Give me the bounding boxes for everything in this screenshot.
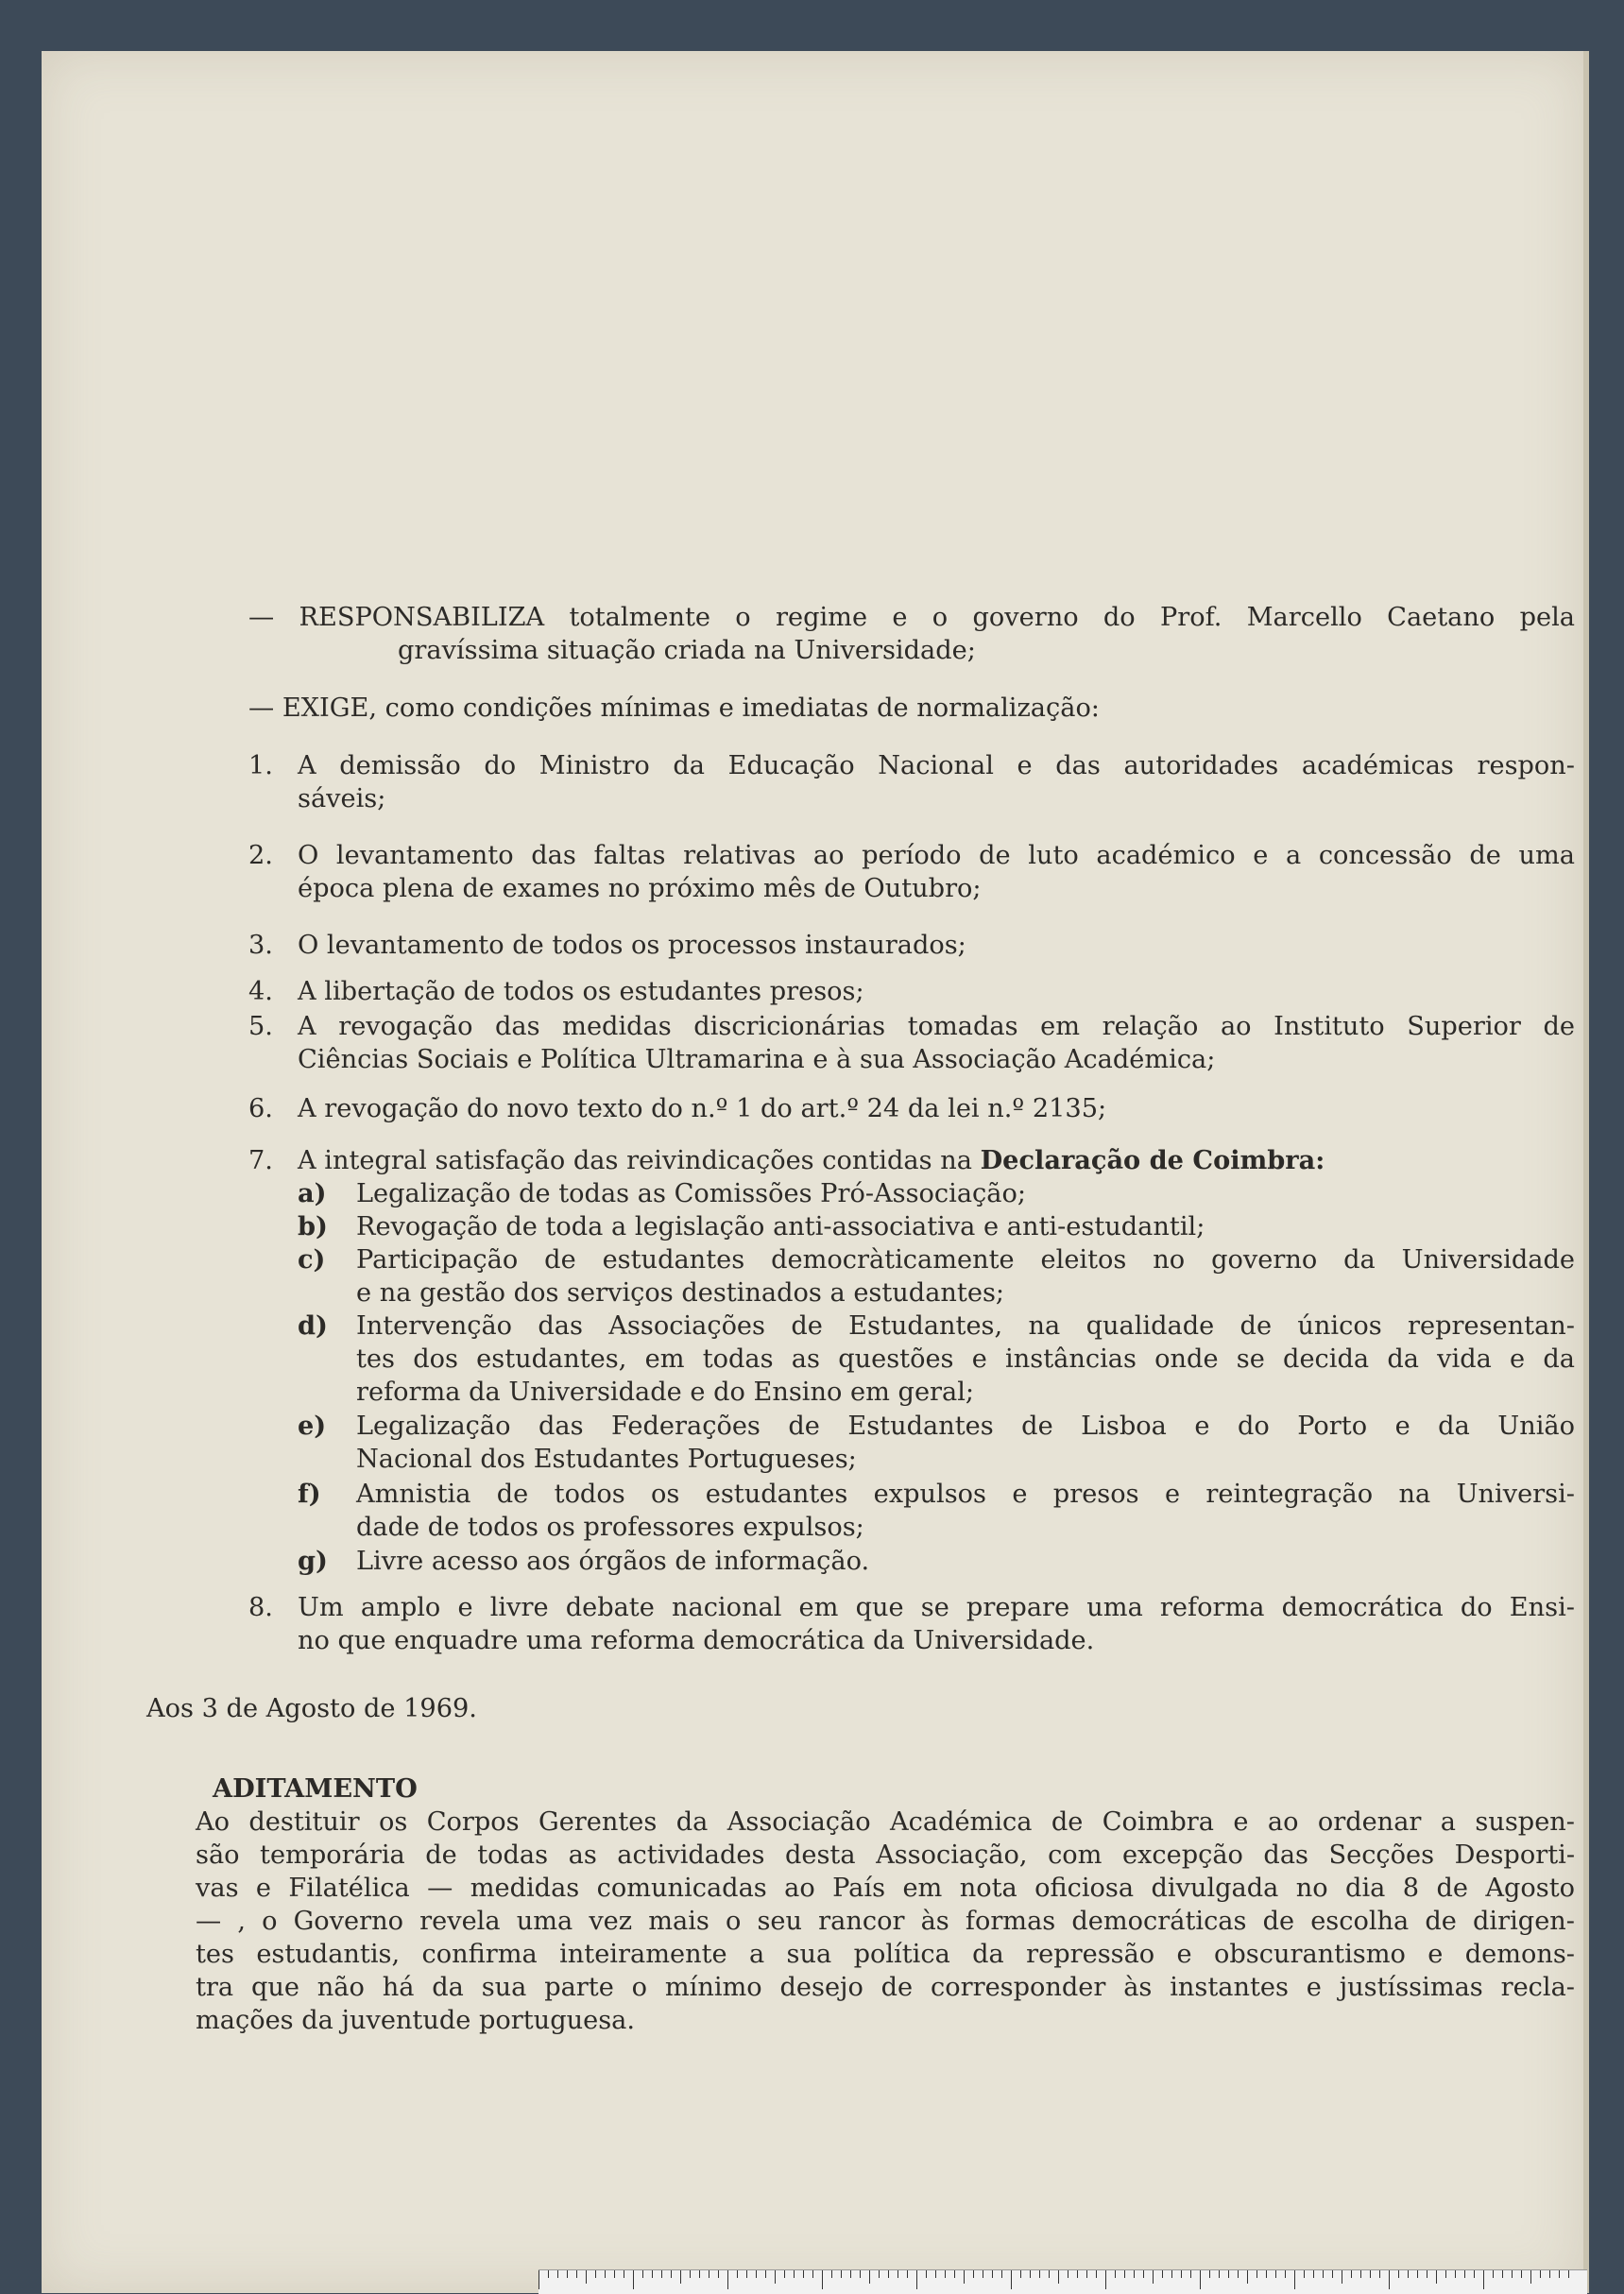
ruler-tick <box>1115 2270 1116 2278</box>
ruler-tick <box>1096 2270 1097 2278</box>
ruler-tick <box>992 2270 993 2278</box>
ruler-tick <box>1436 2270 1437 2284</box>
ruler-tick <box>1105 2270 1106 2289</box>
ruler-tick <box>1209 2270 1210 2278</box>
ruler-tick <box>812 2270 813 2278</box>
ruler-tick <box>1134 2270 1135 2278</box>
subitem-c-line-2: e na gestão dos serviços destinados a estudantes; <box>356 1278 1005 1308</box>
item-5-line-2: Ciências Sociais e Política Ultramarina e à sua Associação Académica; <box>298 1045 1216 1074</box>
ruler-tick <box>1077 2270 1078 2278</box>
ruler-tick <box>964 2270 965 2284</box>
ruler-tick <box>567 2270 568 2278</box>
ruler-tick <box>1285 2270 1286 2278</box>
ruler-tick <box>671 2270 672 2278</box>
paper-edge <box>1583 51 1589 2293</box>
ruler-tick <box>784 2270 785 2278</box>
ruler-tick <box>1370 2270 1371 2278</box>
item-number-4: 4. <box>248 977 273 1006</box>
ruler-tick <box>1162 2270 1163 2278</box>
item-1-line-1: A demissão do Ministro da Educação Nacional e das autoridades académicas respon- <box>298 751 1575 780</box>
subitem-e-line-2: Nacional dos Estudantes Portugueses; <box>356 1445 857 1474</box>
item-8-line-2: no que enquadre uma reforma democrática da Universidade. <box>298 1626 1095 1655</box>
ruler-tick <box>794 2270 795 2278</box>
aditamento-title: ADITAMENTO <box>213 1773 418 1804</box>
ruler-tick <box>1521 2270 1522 2278</box>
ruler-tick <box>1011 2270 1012 2289</box>
ruler-tick <box>1332 2270 1333 2278</box>
aditamento-line-2: são temporária de todas as actividades desta Associação, com excepção das Secções Desporti- <box>196 1840 1575 1870</box>
ruler-tick <box>1171 2270 1172 2278</box>
ruler-tick <box>1247 2270 1248 2284</box>
ruler-tick <box>831 2270 832 2278</box>
ruler-tick <box>1039 2270 1040 2278</box>
item-number-8: 8. <box>248 1593 273 1622</box>
ruler-tick <box>1512 2270 1513 2278</box>
aditamento-line-1: Ao destituir os Corpos Gerentes da Associação Académica de Coimbra e ao ordenar a suspen- <box>196 1807 1575 1837</box>
ruler-tick <box>1464 2270 1465 2278</box>
ruler-tick <box>1445 2270 1446 2278</box>
scale-ruler <box>538 2269 1587 2294</box>
ruler-tick <box>737 2270 738 2278</box>
ruler-tick <box>746 2270 747 2278</box>
ruler-tick <box>1020 2270 1021 2278</box>
ruler-tick <box>897 2270 898 2278</box>
ruler-tick <box>1502 2270 1503 2278</box>
ruler-tick <box>1549 2270 1550 2278</box>
ruler-tick <box>1530 2270 1531 2284</box>
ruler-tick <box>803 2270 804 2278</box>
ruler-tick <box>1228 2270 1229 2278</box>
item-number-2: 2. <box>248 841 273 870</box>
ruler-tick <box>1256 2270 1257 2278</box>
aditamento-line-7: mações da juventude portuguesa. <box>196 2006 636 2035</box>
ruler-tick <box>775 2270 776 2284</box>
ruler-tick <box>1143 2270 1144 2278</box>
ruler-tick <box>1389 2270 1390 2289</box>
subitem-d-line-3: reforma da Universidade e do Ensino em geral; <box>356 1378 975 1407</box>
ruler-tick <box>538 2270 539 2289</box>
ruler-tick <box>765 2270 766 2278</box>
ruler-tick <box>1417 2270 1418 2278</box>
aditamento-line-3: vas e Filatélica — medidas comunicadas ao País em nota oficiosa divulgada no dia 8 de Agosto <box>196 1874 1575 1903</box>
subitem-a-line-1: Legalização de todas as Comissões Pró-Associação; <box>356 1179 1027 1208</box>
ruler-tick <box>1398 2270 1399 2278</box>
subitem-letter-a: a) <box>298 1178 327 1208</box>
subitem-c-line-1: Participação de estudantes democràticamente eleitos no governo da Universidade <box>356 1245 1575 1275</box>
ruler-tick <box>1153 2270 1154 2284</box>
ruler-tick <box>756 2270 757 2278</box>
ruler-tick <box>727 2270 728 2289</box>
ruler-tick <box>973 2270 974 2278</box>
subitem-letter-c: c) <box>298 1244 326 1275</box>
ruler-tick <box>954 2270 955 2278</box>
subitem-g-line-1: Livre acesso aos órgãos de informação. <box>356 1547 870 1576</box>
ruler-tick <box>614 2270 615 2278</box>
ruler-tick <box>1540 2270 1541 2278</box>
ruler-tick <box>1294 2270 1295 2289</box>
ruler-tick <box>822 2270 823 2289</box>
document-date: Aos 3 de Agosto de 1969. <box>146 1694 477 1723</box>
responsabiliza-line-1: — RESPONSABILIZA totalmente o regime e o governo do Prof. Marcello Caetano pela <box>248 603 1575 632</box>
ruler-tick <box>1266 2270 1267 2278</box>
ruler-tick <box>1124 2270 1125 2278</box>
ruler-tick <box>699 2270 700 2278</box>
ruler-tick <box>841 2270 842 2278</box>
exige-line: — EXIGE, como condições mínimas e imediatas de normalização: <box>248 693 1100 723</box>
ruler-tick <box>1275 2270 1276 2278</box>
ruler-tick <box>1086 2270 1087 2278</box>
ruler-tick <box>1360 2270 1361 2278</box>
ruler-tick <box>1493 2270 1494 2278</box>
ruler-tick <box>1238 2270 1239 2278</box>
ruler-tick <box>1304 2270 1305 2278</box>
item-1-line-2: sáveis; <box>298 784 386 813</box>
ruler-tick <box>1313 2270 1314 2278</box>
ruler-tick <box>1408 2270 1409 2278</box>
ruler-tick <box>595 2270 596 2278</box>
ruler-tick <box>557 2270 558 2278</box>
ruler-tick <box>1379 2270 1380 2278</box>
ruler-tick <box>661 2270 662 2278</box>
subitem-letter-f: f) <box>298 1479 321 1509</box>
ruler-tick <box>1181 2270 1182 2278</box>
subitem-d-line-1: Intervenção das Associações de Estudantes, na qualidade de únicos representan- <box>356 1311 1575 1341</box>
item-number-1: 1. <box>248 751 273 780</box>
subitem-e-line-1: Legalização das Federações de Estudantes de Lisboa e do Porto e da União <box>356 1412 1575 1441</box>
item-7-line-1 <box>298 1144 1325 1177</box>
item-5-line-1: A revogação das medidas discricionárias tomadas em relação ao Instituto Superior de <box>298 1012 1575 1041</box>
ruler-tick <box>642 2270 643 2278</box>
subitem-f-line-2: dade de todos os professores expulsos; <box>356 1513 864 1542</box>
ruler-tick <box>860 2270 861 2278</box>
ruler-tick <box>576 2270 577 2278</box>
ruler-tick <box>869 2270 870 2284</box>
ruler-tick <box>1058 2270 1059 2284</box>
ruler-tick <box>935 2270 936 2278</box>
ruler-tick <box>1559 2270 1560 2278</box>
ruler-tick <box>907 2270 908 2278</box>
ruler-tick <box>548 2270 549 2278</box>
ruler-tick <box>850 2270 851 2278</box>
ruler-tick <box>1323 2270 1324 2278</box>
ruler-tick <box>1049 2270 1050 2278</box>
ruler-tick <box>1351 2270 1352 2278</box>
ruler-tick <box>1200 2270 1201 2289</box>
item-7-text: A integral satisfação das reivindicações contidas na <box>298 1146 972 1175</box>
item-number-6: 6. <box>248 1094 273 1123</box>
aditamento-line-6: tra que não há da sua parte o mínimo desejo de corresponder às instantes e justíssimas recla- <box>196 1973 1575 2002</box>
ruler-tick <box>1474 2270 1475 2278</box>
item-2-line-1: O levantamento das faltas relativas ao período de luto académico e a concessão de uma <box>298 841 1575 870</box>
ruler-tick <box>1001 2270 1002 2278</box>
ruler-tick <box>605 2270 606 2278</box>
subitem-letter-g: g) <box>298 1546 328 1576</box>
subitem-letter-b: b) <box>298 1211 328 1241</box>
ruler-tick <box>1219 2270 1220 2278</box>
subitem-b-line-1: Revogação de toda a legislação anti-associativa e anti-estudantil; <box>356 1212 1205 1241</box>
ruler-tick <box>1455 2270 1456 2278</box>
ruler-tick <box>690 2270 691 2278</box>
aditamento-line-4: — , o Governo revela uma vez mais o seu rancor às formas democráticas de escolha de dirigen- <box>196 1907 1575 1936</box>
ruler-tick <box>945 2270 946 2278</box>
subitem-f-line-1: Amnistia de todos os estudantes expulsos e presos e reintegração na Universi- <box>356 1480 1575 1509</box>
responsabiliza-line-2: gravíssima situação criada na Universidade; <box>398 636 976 665</box>
item-number-7: 7. <box>248 1146 273 1175</box>
subitem-letter-d: d) <box>298 1310 328 1341</box>
ruler-tick <box>1190 2270 1191 2278</box>
subitem-d-line-2: tes dos estudantes, em todas as questões e instâncias onde se decida da vida e da <box>356 1344 1575 1374</box>
ruler-tick <box>916 2270 917 2289</box>
item-6-line-1: A revogação do novo texto do n.º 1 do art.º 24 da lei n.º 2135; <box>298 1094 1107 1123</box>
aditamento-line-5: tes estudantis, confirma inteiramente a sua política da repressão e obscurantismo e demons- <box>196 1940 1575 1969</box>
ruler-tick <box>1483 2270 1484 2289</box>
item-number-3: 3. <box>248 931 273 960</box>
ruler-tick <box>633 2270 634 2289</box>
ruler-tick <box>1030 2270 1031 2278</box>
ruler-tick <box>1568 2270 1569 2278</box>
ruler-tick <box>652 2270 653 2278</box>
item-number-5: 5. <box>248 1012 273 1041</box>
item-2-line-2: época plena de exames no próximo mês de Outubro; <box>298 874 982 903</box>
ruler-tick <box>680 2270 681 2284</box>
ruler-tick <box>586 2270 587 2284</box>
item-4-line-1: A libertação de todos os estudantes presos; <box>298 977 864 1006</box>
ruler-tick <box>718 2270 719 2278</box>
ruler-tick <box>879 2270 880 2278</box>
subitem-letter-e: e) <box>298 1411 327 1441</box>
item-8-line-1: Um amplo e livre debate nacional em que se prepare uma reforma democrática do Ensi- <box>298 1593 1575 1622</box>
ruler-tick <box>926 2270 927 2278</box>
ruler-tick <box>888 2270 889 2278</box>
item-3-line-1: O levantamento de todos os processos instaurados; <box>298 931 966 960</box>
declaracao-de-coimbra: Declaração de Coimbra: <box>980 1145 1325 1175</box>
